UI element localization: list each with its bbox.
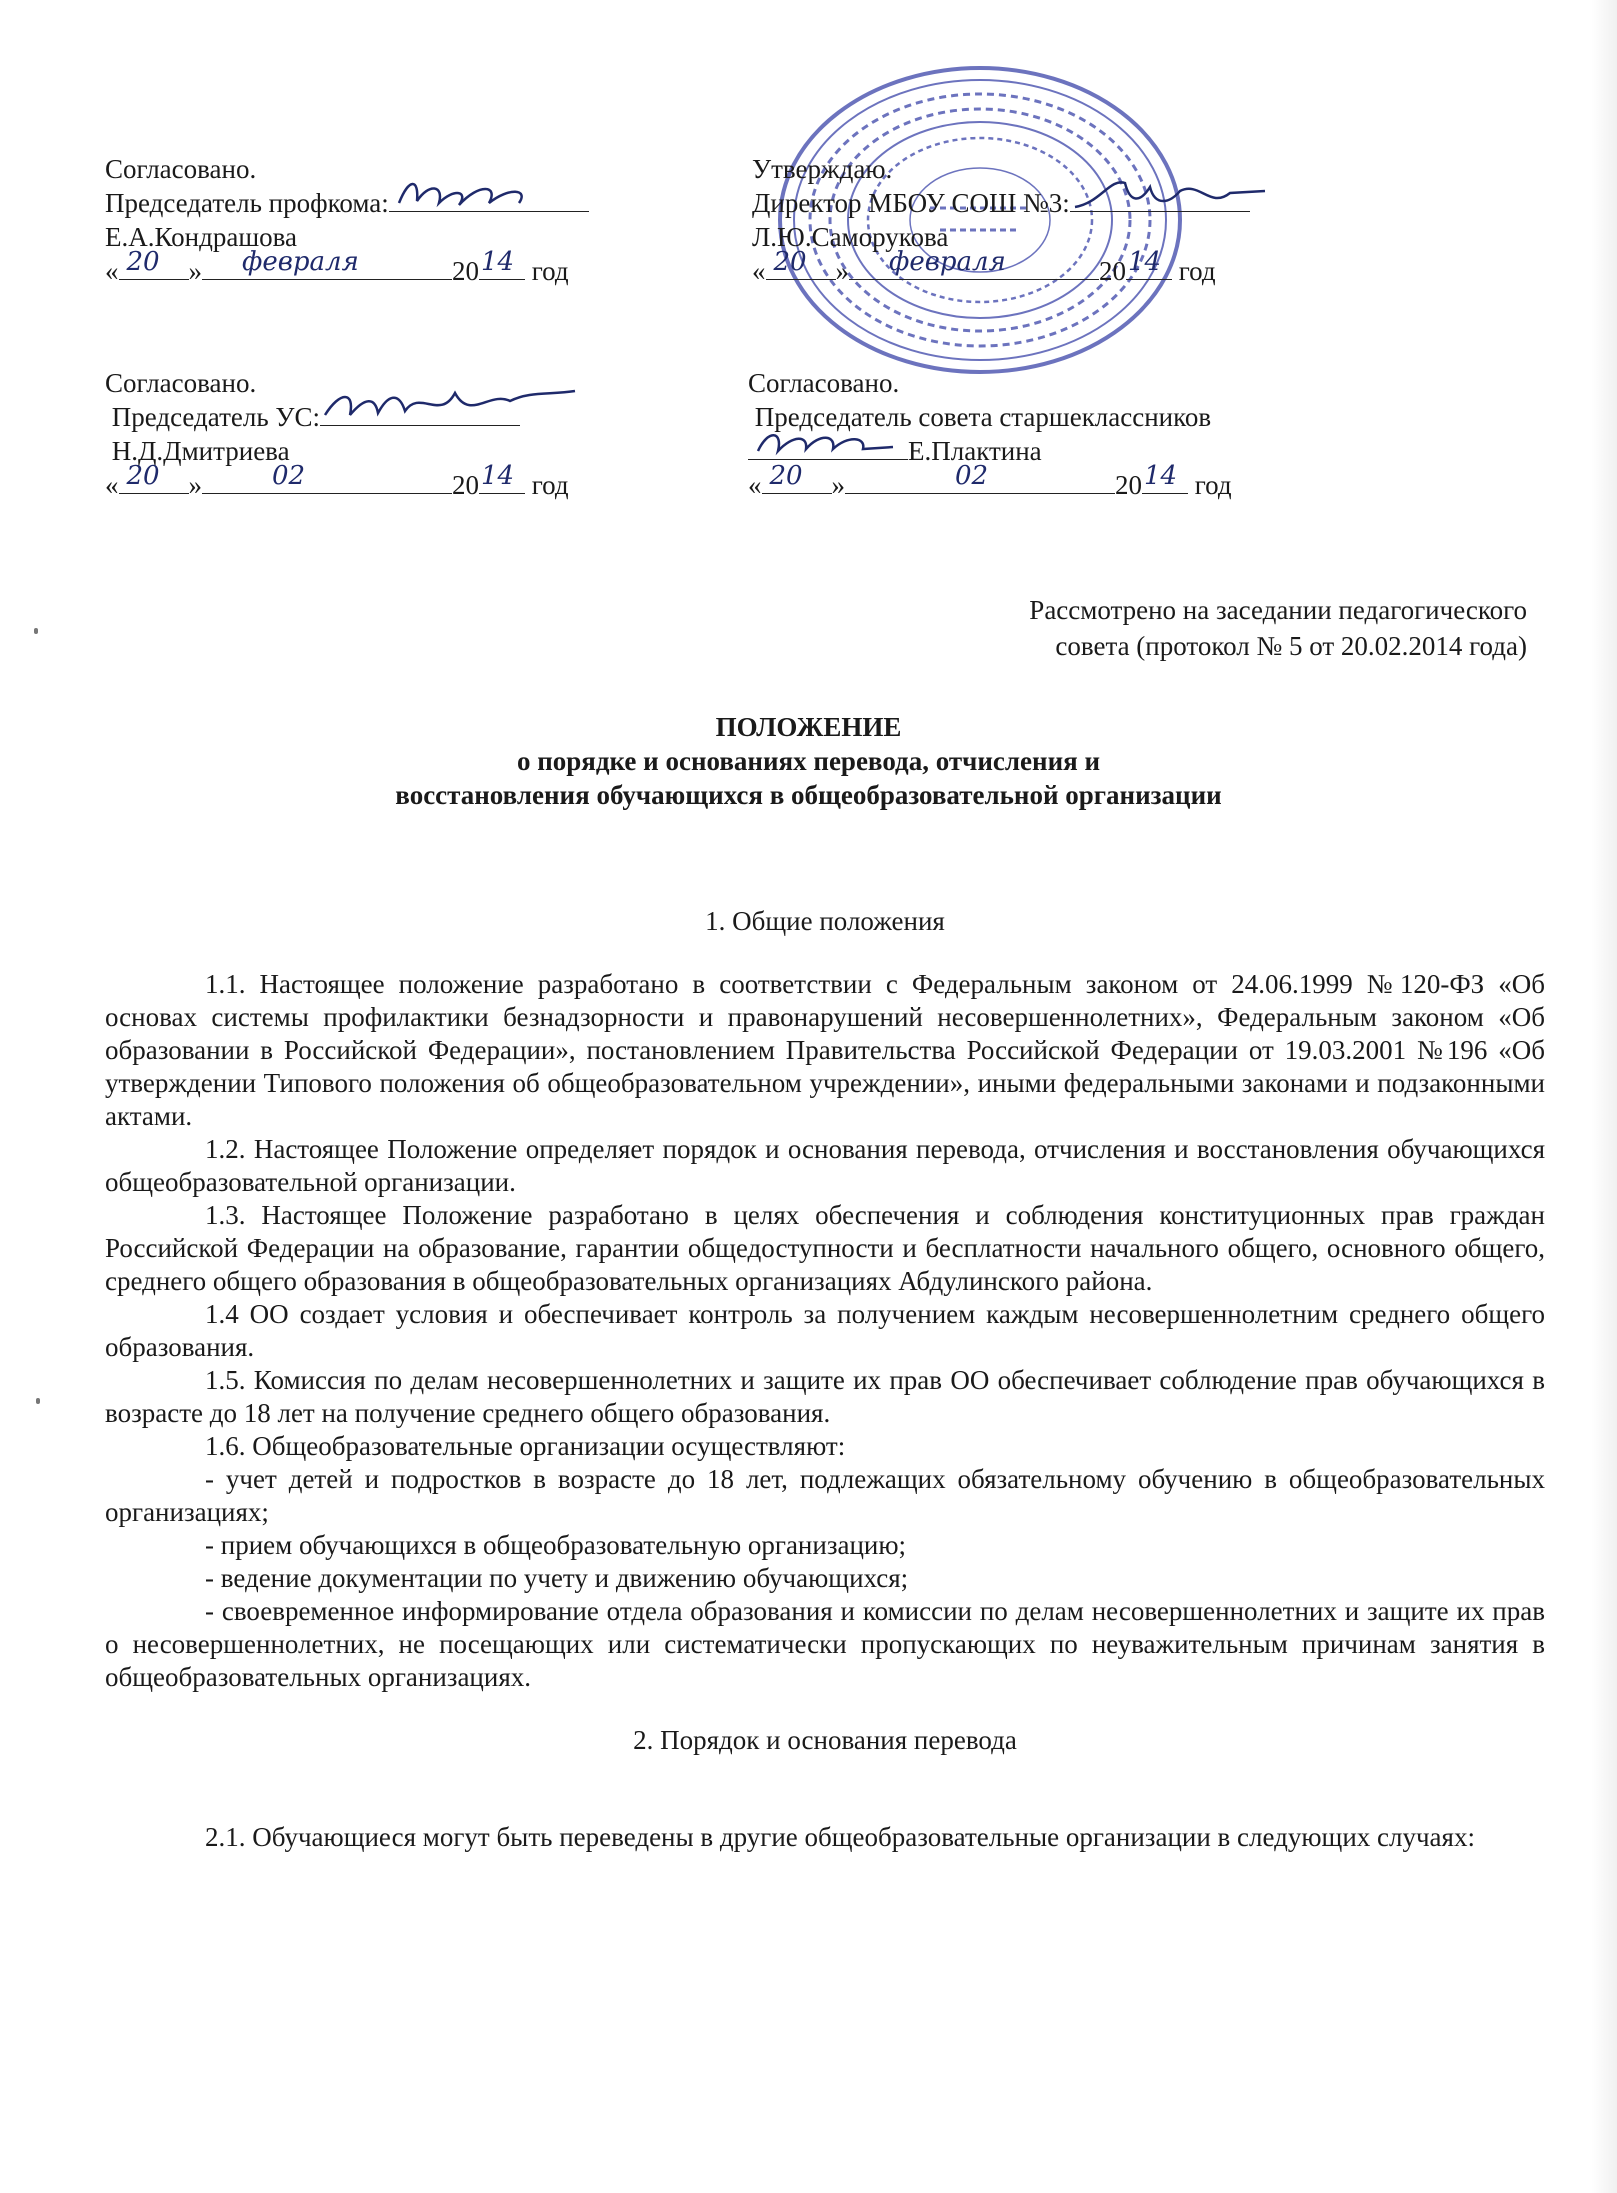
signature-line: [320, 401, 520, 426]
date-day-handwritten: 20: [126, 461, 160, 491]
title-subtitle: восстановления обучающихся в общеобразовательной организации: [395, 780, 1222, 810]
year-suffix-field: [1126, 247, 1172, 280]
scan-speck: [36, 1398, 40, 1404]
paragraph: 1.3. Настоящее Положение разработано в целях обеспечения и соблюдения конституционных прав граждан Российской Федерации на образование, гарантии общедоступности и бесплатности начального общего, основного общего, среднего общего образования в общеобразовательных организациях Абдулинского района.: [105, 1200, 1545, 1296]
approval-label: Согласовано.: [105, 368, 257, 398]
list-item: - прием обучающихся в общеобразовательную организацию;: [205, 1530, 907, 1560]
approval-position: Директор МБОУ СОШ №3:: [752, 188, 1070, 218]
approval-label: Согласовано.: [105, 154, 257, 184]
section-heading: 1. Общие положения: [705, 906, 945, 936]
year-suffix-handwritten: 14: [481, 461, 515, 491]
paragraph: 1.6. Общеобразовательные организации осуществляют:: [205, 1431, 846, 1461]
signature-line: [389, 187, 589, 212]
year-suffix-handwritten: 14: [1128, 247, 1162, 277]
approval-block-us: Согласовано. Председатель УС: Н.Д.Дмитриева « 20 » 02 20 14 год: [105, 366, 569, 502]
approval-position: Председатель профкома:: [105, 188, 389, 218]
date-month-field: [202, 461, 452, 494]
signature-line: [1070, 187, 1250, 212]
date-month-handwritten: 02: [955, 461, 989, 491]
year-suffix-handwritten: 14: [1144, 461, 1178, 491]
year-prefix: 20: [1115, 470, 1142, 500]
year-suffix-field: [1142, 461, 1188, 494]
council-note-line: совета (протокол № 5 от 20.02.2014 года): [1055, 631, 1527, 661]
date-day-field: [119, 461, 189, 494]
date-day-field: [119, 247, 189, 280]
date-month-field: [845, 461, 1115, 494]
document-title: [0, 710, 1617, 812]
date-month-handwritten: 02: [272, 461, 306, 491]
year-prefix: 20: [1099, 256, 1126, 286]
signature-line: [748, 435, 908, 460]
pedagogical-council-note: [1029, 592, 1527, 664]
signature-scribble: [1070, 173, 1270, 217]
approval-position: Председатель УС:: [111, 402, 321, 432]
date-day-handwritten: 20: [769, 461, 803, 491]
title-subtitle: о порядке и основаниях перевода, отчисления и: [516, 746, 1101, 776]
approval-name: Е.Плактина: [908, 436, 1042, 466]
signature-scribble: [320, 381, 580, 427]
year-word: год: [1178, 256, 1216, 286]
signature-scribble: [389, 173, 549, 213]
date-month-handwritten: февраля: [889, 247, 1006, 277]
date-day-field: [766, 247, 836, 280]
approval-label: Согласовано.: [748, 368, 900, 398]
year-word: год: [1194, 470, 1232, 500]
scan-edge-shadow: [1591, 0, 1617, 2193]
approval-block-director: Утверждаю. Директор МБОУ СОШ №3: Л.Ю.Саморукова « 20 » февраля 20 14 год: [752, 152, 1250, 288]
year-suffix-field: [479, 247, 525, 280]
section-heading: 2. Порядок и основания перевода: [633, 1725, 1017, 1755]
year-suffix-field: [479, 461, 525, 494]
approval-block-senior-council: Согласовано. Председатель совета старшеклассников Е.Плактина « 20 » 02 20 14 год: [748, 368, 1232, 500]
paragraph: 1.4 ОО создает условия и обеспечивает контроль за получением каждым несовершеннолетним среднего общего образования.: [105, 1299, 1545, 1362]
paragraph: 1.5. Комиссия по делам несовершеннолетних и защите их прав ОО обеспечивает соблюдение прав обучающихся в возрасте до 18 лет на получение среднего общего образования.: [105, 1365, 1545, 1428]
document-body: [105, 905, 1545, 1854]
paragraph: 2.1. Обучающиеся могут быть переведены в другие общеобразовательные организации в следующих случаях:: [205, 1822, 1475, 1852]
date-day-handwritten: 20: [126, 247, 160, 277]
year-word: год: [531, 470, 569, 500]
date-month-field: [849, 247, 1099, 280]
list-item: - ведение документации по учету и движению обучающихся;: [205, 1563, 909, 1593]
date-month-field: [202, 247, 452, 280]
signature-scribble: [748, 421, 898, 461]
title-main: ПОЛОЖЕНИЕ: [715, 712, 902, 742]
paragraph: 1.2. Настоящее Положение определяет порядок и основания перевода, отчисления и восстановления обучающихся общеобразовательной организации.: [105, 1134, 1545, 1197]
year-prefix: 20: [452, 470, 479, 500]
list-item: - своевременное информирование отдела образования и комиссии по делам несовершеннолетних и защите их прав о несовершеннолетних, не посещающих или систематически пропускающих по неуважительным причинам занятия в общеобразовательных организациях.: [105, 1596, 1545, 1692]
year-prefix: 20: [452, 256, 479, 286]
approval-block-profcom: Согласовано. Председатель профкома: Е.А.Кондрашова « 20 » февраля 20 14 год: [105, 152, 589, 288]
approval-name: Е.А.Кондрашова: [105, 222, 297, 252]
scan-speck: [34, 628, 38, 634]
list-item: - учет детей и подростков в возрасте до 18 лет, подлежащих обязательному обучению в общеобразовательных организациях;: [105, 1464, 1545, 1527]
council-note-line: Рассмотрено на заседании педагогического: [1029, 595, 1527, 625]
approval-name: Н.Д.Дмитриева: [111, 436, 290, 466]
year-word: год: [531, 256, 569, 286]
date-day-field: [762, 461, 832, 494]
approval-name: Л.Ю.Саморукова: [752, 222, 949, 252]
approval-position: Председатель совета старшеклассников: [754, 402, 1212, 432]
date-month-handwritten: февраля: [242, 247, 359, 277]
paragraph: 1.1. Настоящее положение разработано в соответствии с Федеральным законом от 24.06.1999 №120-ФЗ «Об основах системы профилактики безнадзорности и правонарушений несовершеннолетних», Федеральным законом «Об образовании в Российской Федерации», постановлением Правительства Российской Федерации от 19.03.2001 №196 «Об утверждении Типового положения об общеобразовательном учреждении», иными федеральными законами и подзаконными актами.: [105, 969, 1545, 1131]
year-suffix-handwritten: 14: [481, 247, 515, 277]
date-day-handwritten: 20: [773, 247, 807, 277]
approval-label: Утверждаю.: [752, 154, 893, 184]
